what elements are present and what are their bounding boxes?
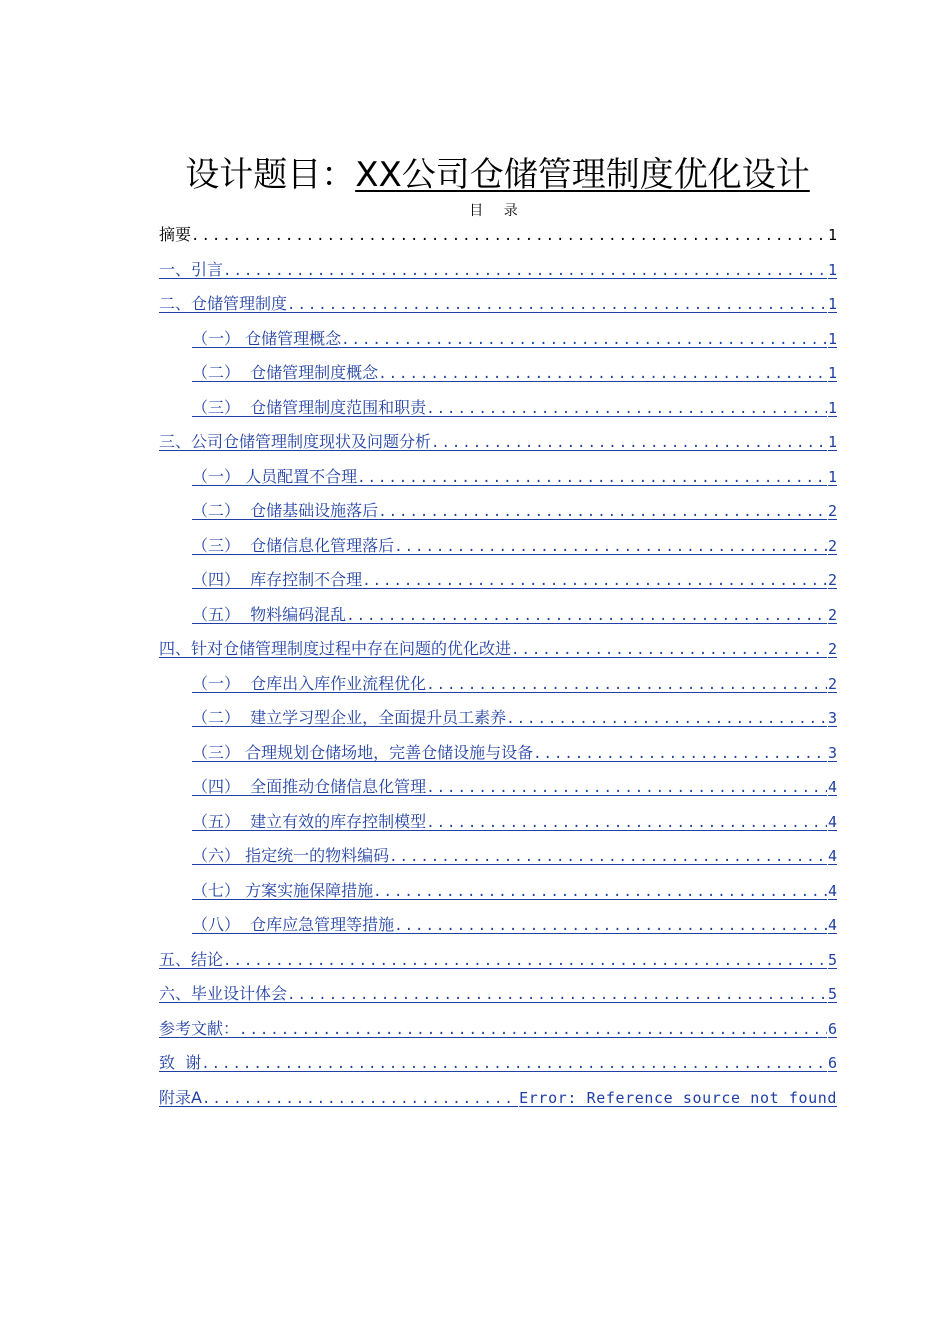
toc-entry-label: 六、毕业设计体会 xyxy=(159,984,288,1003)
dot-leader xyxy=(389,840,827,874)
toc-entry-4-1[interactable] xyxy=(192,667,837,702)
dot-leader xyxy=(287,288,827,322)
toc-entry-label: 五、结论 xyxy=(159,949,224,969)
toc-entry-page: 1 xyxy=(827,329,837,348)
toc-entry-page: 3 xyxy=(827,743,837,762)
toc-entry-page: 1 xyxy=(827,295,837,313)
toc-entry-page: 2 xyxy=(827,571,837,589)
dot-leader xyxy=(223,254,827,288)
document-title xyxy=(0,147,950,203)
dot-leader xyxy=(394,909,827,943)
toc-entry-label: （三） 仓储管理制度范围和职责 xyxy=(192,397,427,417)
dot-leader xyxy=(239,1013,827,1047)
toc-entry-label: （五） 物料编码混乱 xyxy=(192,604,347,624)
dot-leader xyxy=(287,978,827,1012)
dot-leader xyxy=(426,771,827,805)
toc-entry-label: （二） 建立学习型企业，全面提升员工素养 xyxy=(192,708,507,727)
toc-entry-label: 三、公司仓储管理制度现状及问题分析 xyxy=(159,432,432,451)
dot-leader xyxy=(506,702,827,736)
dot-leader xyxy=(431,426,827,460)
table-of-contents xyxy=(159,218,837,1115)
toc-entry-section-4[interactable] xyxy=(159,632,837,667)
toc-entry-references[interactable] xyxy=(159,1012,837,1047)
toc-entry-3-1[interactable] xyxy=(192,460,837,495)
toc-entry-conclusion[interactable] xyxy=(159,943,837,978)
dot-leader xyxy=(511,633,827,667)
toc-entry-2-3[interactable] xyxy=(192,391,837,426)
dot-leader xyxy=(373,875,827,909)
dot-leader xyxy=(362,564,827,598)
dot-leader xyxy=(533,737,827,771)
toc-entry-4-7[interactable] xyxy=(192,874,837,909)
title-topic: XX公司仓储管理制度优化设计 xyxy=(355,155,810,195)
dot-leader xyxy=(341,323,827,357)
toc-entry-label: 参考文献： xyxy=(159,1018,240,1038)
toc-entry-4-2[interactable] xyxy=(192,701,837,736)
toc-entry-label: （二） 仓储管理制度概念 xyxy=(192,363,379,382)
toc-entry-label: （三） 仓储信息化管理落后 xyxy=(192,535,395,555)
dot-leader xyxy=(394,530,827,564)
toc-entry-page: 4 xyxy=(827,812,837,831)
title-prefix: 设计题目： xyxy=(185,155,356,195)
toc-entry-page: 2 xyxy=(827,502,837,520)
toc-entry-introduction[interactable] xyxy=(159,253,837,288)
dot-leader xyxy=(426,806,827,840)
toc-entry-page: 4 xyxy=(827,881,837,900)
toc-entry-label: （三） 合理规划仓储场地，完善仓储设施与设备 xyxy=(192,742,534,762)
toc-entry-page: 1 xyxy=(827,364,837,382)
toc-entry-abstract[interactable] xyxy=(159,218,837,253)
toc-entry-4-5[interactable] xyxy=(192,805,837,840)
dot-leader xyxy=(201,1047,827,1081)
toc-entry-appendix-a[interactable] xyxy=(159,1081,837,1116)
toc-entry-2-1[interactable] xyxy=(192,322,837,357)
dot-leader xyxy=(426,668,827,702)
toc-entry-section-2[interactable] xyxy=(159,287,837,322)
dot-leader xyxy=(202,1082,518,1116)
toc-entry-page: 5 xyxy=(827,950,837,969)
toc-entry-page: 6 xyxy=(827,1054,837,1072)
toc-entry-page: 4 xyxy=(827,916,837,934)
toc-entry-page: 3 xyxy=(827,709,837,727)
toc-entry-label: （一） 仓库出入库作业流程优化 xyxy=(192,673,427,693)
toc-entry-label: 附录A xyxy=(159,1087,202,1107)
toc-entry-3-5[interactable] xyxy=(192,598,837,633)
dot-leader xyxy=(378,495,827,529)
toc-entry-3-4[interactable] xyxy=(192,563,837,598)
toc-entry-page: 1 xyxy=(827,260,837,279)
toc-entry-label: 二、仓储管理制度 xyxy=(159,294,288,313)
toc-entry-4-4[interactable] xyxy=(192,770,837,805)
toc-entry-page: 4 xyxy=(827,778,837,796)
dot-leader xyxy=(191,219,827,253)
dot-leader xyxy=(346,599,827,633)
toc-entry-label: （五） 建立有效的库存控制模型 xyxy=(192,811,427,831)
toc-entry-page: 4 xyxy=(827,847,837,865)
toc-entry-page: 1 xyxy=(827,226,837,244)
toc-entry-label: 一、引言 xyxy=(159,259,224,279)
toc-entry-page: 2 xyxy=(827,536,837,555)
toc-entry-4-8[interactable] xyxy=(192,908,837,943)
toc-entry-page: 2 xyxy=(827,640,837,658)
toc-entry-label: （六） 指定统一的物料编码 xyxy=(192,846,390,865)
toc-entry-label: （八） 仓库应急管理等措施 xyxy=(192,915,395,934)
toc-entry-label: 四、针对仓储管理制度过程中存在问题的优化改进 xyxy=(159,639,512,658)
toc-entry-3-2[interactable] xyxy=(192,494,837,529)
toc-entry-label: 摘要 xyxy=(159,225,192,244)
toc-heading: 目 录 xyxy=(469,203,526,219)
dot-leader xyxy=(426,392,827,426)
toc-entry-page-error: Error: Reference source not found xyxy=(519,1088,837,1107)
toc-entry-page: 1 xyxy=(827,398,837,417)
toc-entry-label: （四） 全面推动仓储信息化管理 xyxy=(192,777,427,796)
toc-entry-4-3[interactable] xyxy=(192,736,837,771)
toc-entry-3-3[interactable] xyxy=(192,529,837,564)
toc-entry-page: 6 xyxy=(827,1019,837,1038)
toc-entry-label: （一） 仓储管理概念 xyxy=(192,328,342,348)
toc-entry-page: 2 xyxy=(827,674,837,693)
toc-entry-acknowledgements[interactable] xyxy=(159,1046,837,1081)
dot-leader xyxy=(223,944,827,978)
toc-entry-label: （二） 仓储基础设施落后 xyxy=(192,501,379,520)
toc-entry-page: 5 xyxy=(827,985,837,1003)
toc-entry-4-6[interactable] xyxy=(192,839,837,874)
dot-leader xyxy=(378,357,827,391)
toc-entry-page: 1 xyxy=(827,433,837,451)
dot-leader xyxy=(357,461,827,495)
toc-entry-label: （一） 人员配置不合理 xyxy=(192,466,358,486)
toc-entry-label: （七） 方案实施保障措施 xyxy=(192,880,374,900)
toc-entry-page: 2 xyxy=(827,605,837,624)
toc-entry-2-2[interactable] xyxy=(192,356,837,391)
toc-entry-label: 致 谢 xyxy=(159,1053,202,1072)
toc-entry-label: （四） 库存控制不合理 xyxy=(192,570,363,589)
toc-entry-page: 1 xyxy=(827,467,837,486)
toc-entry-section-3[interactable] xyxy=(159,425,837,460)
toc-entry-reflection[interactable] xyxy=(159,977,837,1012)
